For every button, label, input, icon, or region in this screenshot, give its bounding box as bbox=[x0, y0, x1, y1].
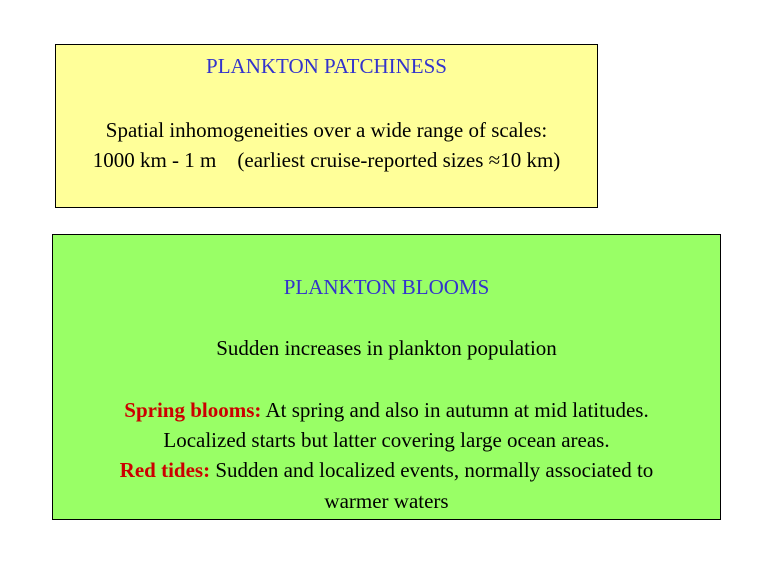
red-tides-label: Red tides: bbox=[119, 458, 211, 482]
blooms-title: PLANKTON BLOOMS bbox=[283, 275, 490, 299]
patchiness-line-1: Spatial inhomogeneities over a wide range of scales: bbox=[105, 118, 548, 142]
plankton-blooms-box bbox=[52, 234, 721, 520]
patchiness-title: PLANKTON PATCHINESS bbox=[206, 54, 447, 78]
red-tides-line-2: warmer waters bbox=[324, 489, 449, 513]
red-tides-line bbox=[53, 457, 720, 483]
plankton-patchiness-box bbox=[55, 44, 598, 208]
spring-blooms-line-2: Localized starts but latter covering large ocean areas. bbox=[163, 428, 610, 452]
spring-blooms-line bbox=[53, 397, 720, 423]
spring-blooms-text: At spring and also in autumn at mid latitudes. bbox=[261, 398, 649, 422]
spring-blooms-label: Spring blooms: bbox=[124, 398, 262, 422]
red-tides-text: Sudden and localized events, normally associated to bbox=[210, 458, 654, 482]
blooms-subtitle: Sudden increases in plankton population bbox=[216, 336, 557, 360]
patchiness-line-2: 1000 km - 1 m (earliest cruise-reported sizes ≈10 km) bbox=[92, 148, 561, 172]
